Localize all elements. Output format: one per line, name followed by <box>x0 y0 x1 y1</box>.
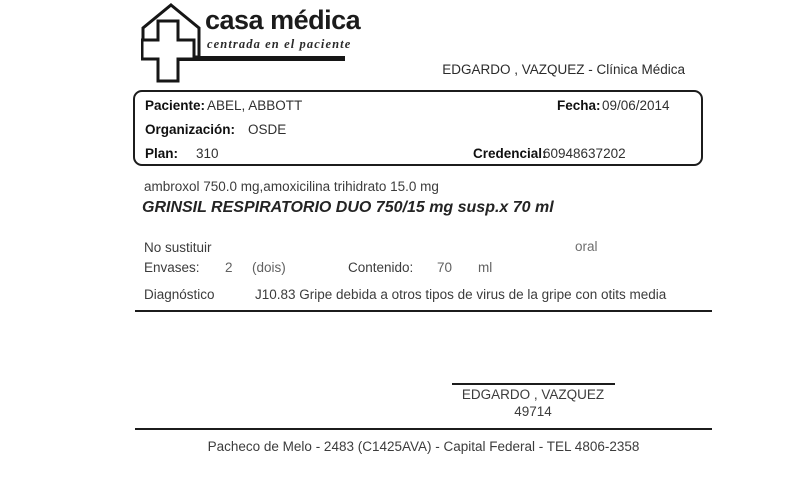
signature-line <box>452 383 615 385</box>
product-name: GRINSIL RESPIRATORIO DUO 750/15 mg susp.x 70 ml <box>142 199 554 216</box>
signature-doctor-name: EDGARDO , VAZQUEZ <box>461 387 605 402</box>
fecha-label: Fecha: <box>557 98 601 113</box>
diagnostico-value: J10.83 Gripe debida a otros tipos de virus de la gripe con otits media <box>255 287 667 302</box>
fecha-value: 09/06/2014 <box>602 98 670 113</box>
administration-route: oral <box>575 239 598 254</box>
logo-brand-text: casa médica <box>205 5 361 35</box>
organizacion-label: Organización: <box>145 122 236 137</box>
footer-divider-line <box>135 428 712 430</box>
section-divider-line <box>135 310 712 312</box>
credencial-value: 60948637202 <box>543 146 626 161</box>
doctor-header-line: EDGARDO , VAZQUEZ - Clínica Médica <box>442 62 685 77</box>
contenido-quantity: 70 <box>437 260 453 275</box>
envases-quantity: 2 <box>225 260 233 275</box>
footer-address: Pacheco de Melo - 2483 (C1425AVA) - Capital Federal - TEL 4806-2358 <box>207 439 640 454</box>
envases-label: Envases: <box>144 260 200 275</box>
plan-value: 310 <box>196 146 219 161</box>
envases-quantity-words: (dois) <box>252 260 286 275</box>
credencial-label: Credencial: <box>473 146 547 161</box>
contenido-label: Contenido: <box>348 260 414 275</box>
logo-tagline-text: centrada en el paciente <box>207 37 352 51</box>
no-substitute-text: No sustituir <box>144 240 212 255</box>
drug-components-line: ambroxol 750.0 mg,amoxicilina trihidrato 15.0 mg <box>144 179 439 194</box>
diagnostico-label: Diagnóstico <box>144 287 215 302</box>
organizacion-value: OSDE <box>248 122 287 137</box>
signature-license-number: 49714 <box>514 404 552 419</box>
paciente-label: Paciente: <box>145 98 206 113</box>
plan-label: Plan: <box>145 146 179 161</box>
contenido-unit: ml <box>478 260 493 275</box>
paciente-value: ABEL, ABBOTT <box>207 98 303 113</box>
patient-info-box <box>133 90 703 166</box>
